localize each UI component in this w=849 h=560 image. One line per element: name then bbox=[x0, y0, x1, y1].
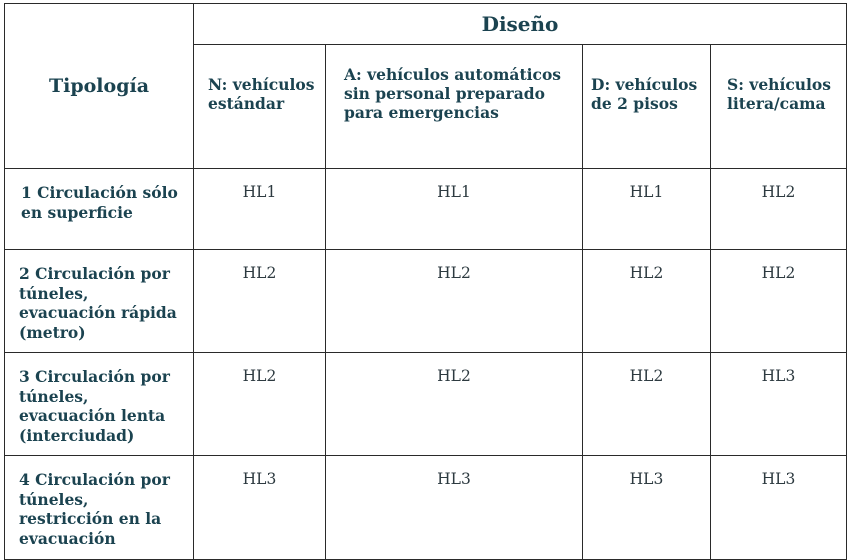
table-cell: HL2 bbox=[326, 353, 583, 456]
table-row bbox=[5, 250, 847, 353]
column-header-n: N: vehículos estándar bbox=[194, 45, 326, 169]
row-label: 3 Circulación por túneles, evacuación lenta (interciudad) bbox=[5, 353, 194, 456]
table-cell: HL2 bbox=[583, 353, 711, 456]
table-cell: HL2 bbox=[194, 353, 326, 456]
row-label: 4 Circulación por túneles, restricción en la evacuación bbox=[5, 456, 194, 560]
table-cell: HL3 bbox=[583, 456, 711, 560]
design-header: Diseño bbox=[194, 4, 847, 45]
table-cell: HL2 bbox=[711, 250, 847, 353]
table-cell: HL2 bbox=[194, 250, 326, 353]
table-cell: HL1 bbox=[194, 169, 326, 250]
hazard-level-table bbox=[4, 3, 847, 560]
row-label: 2 Circulación por túneles, evacuación rápida (metro) bbox=[5, 250, 194, 353]
column-header-s: S: vehículos litera/cama bbox=[711, 45, 847, 169]
table-row bbox=[5, 169, 847, 250]
table-row bbox=[5, 456, 847, 560]
table-cell: HL3 bbox=[711, 353, 847, 456]
table-cell: HL3 bbox=[194, 456, 326, 560]
table-cell: HL2 bbox=[711, 169, 847, 250]
column-header-d: D: vehículos de 2 pisos bbox=[583, 45, 711, 169]
row-label: 1 Circulación sólo en superficie bbox=[5, 169, 194, 250]
table-cell: HL3 bbox=[711, 456, 847, 560]
column-header-a: A: vehículos automáticos sin personal preparado para emergencias bbox=[326, 45, 583, 169]
header-row-top bbox=[5, 4, 847, 45]
table-cell: HL1 bbox=[583, 169, 711, 250]
typology-header: Tipología bbox=[5, 4, 194, 169]
table-row bbox=[5, 353, 847, 456]
table-cell: HL3 bbox=[326, 456, 583, 560]
table-cell: HL2 bbox=[326, 250, 583, 353]
table-cell: HL1 bbox=[326, 169, 583, 250]
table-cell: HL2 bbox=[583, 250, 711, 353]
